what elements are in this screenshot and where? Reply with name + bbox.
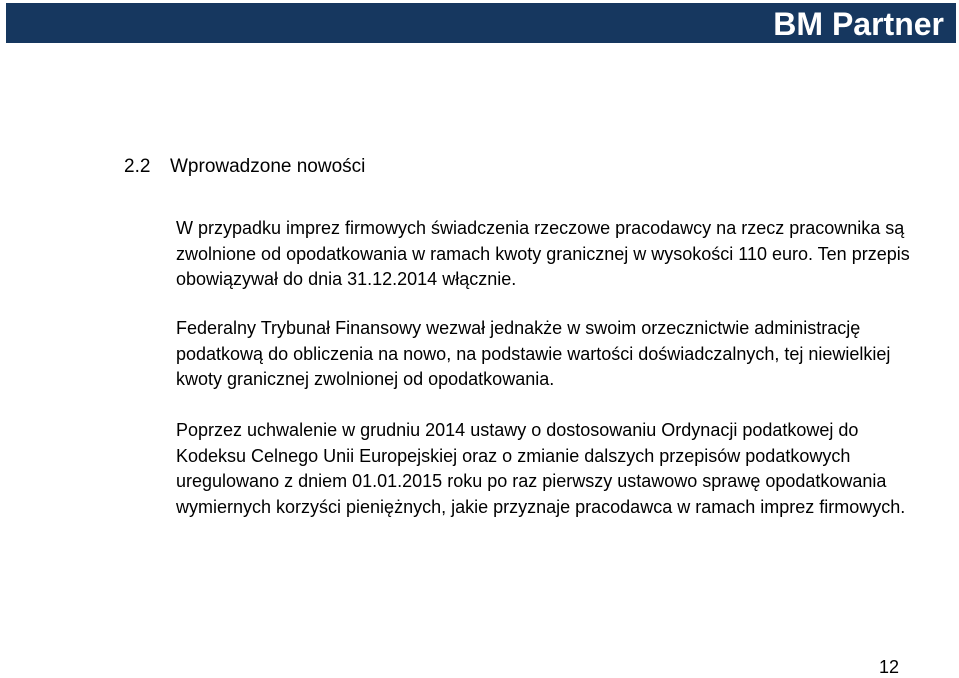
- section-number: 2.2: [124, 156, 151, 177]
- section-title: Wprowadzone nowości: [170, 156, 366, 177]
- paragraph-2: Federalny Trybunał Finansowy wezwał jednakże w swoim orzecznictwie administrację podatkową do obliczenia na nowo, na podstawie wartości doświadczalnych, tej niewielkiej kwoty granicznej zwolnionej od opodatkowania.: [176, 318, 891, 389]
- section-heading: [124, 155, 365, 179]
- page-number: 12: [878, 657, 899, 677]
- header-bar: [6, 3, 956, 43]
- paragraph-1: W przypadku imprez firmowych świadczenia rzeczowe pracodawcy na rzecz pracownika są zwolnione od opodatkowania w ramach kwoty granicznej w wysokości 110 euro. Ten przepis obowiązywał do dnia 31.12.2014 włącznie.: [176, 218, 910, 289]
- paragraph-3: Poprzez uchwalenie w grudniu 2014 ustawy o dostosowaniu Ordynacji podatkowej do Kodeksu Celnego Unii Europejskiej oraz o zmianie dalszych przepisów podatkowych uregulowano z dniem 01.01.2015 roku po raz pierwszy ustawowo sprawę opodatkowania wymiernych korzyści pieniężnych, jakie przyznaje pracodawca w ramach imprez firmowych.: [176, 420, 906, 517]
- brand-title: BM Partner: [773, 6, 944, 42]
